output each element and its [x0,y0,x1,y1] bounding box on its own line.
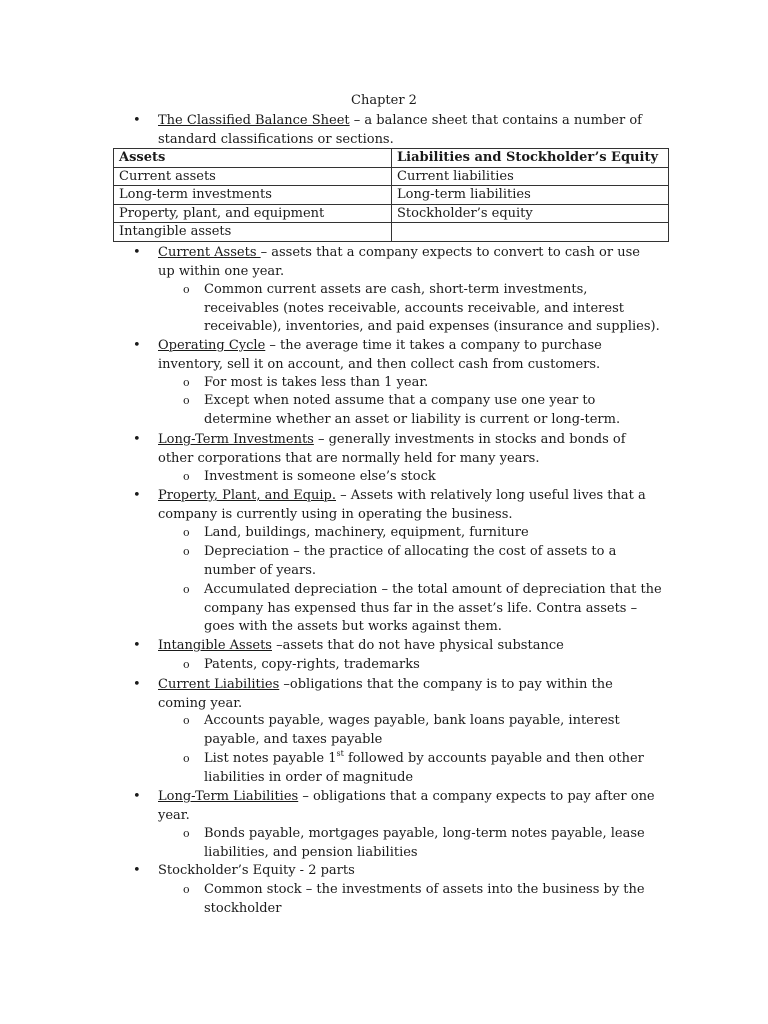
sub-bullet-item: o Common current assets are cash, short-term investments, receivables (notes receivable, accounts receivable, and interest receivable), inventories, and paid expenses (insurance and supplies). [204,281,664,337]
sub-bullet-item: o Except when noted assume that a company use one year to determine whether an asset or liability is current or long-term. [204,392,664,429]
definition-text: – a balance sheet that contains a number of standard classifications or sections. [158,113,642,147]
table-cell: Long-term investments [114,186,392,205]
table-cell: Property, plant, and equipment [114,204,392,223]
term-classified-balance-sheet: The Classified Balance Sheet [158,113,350,128]
notes-payable-text: List notes payable 1 [204,751,337,766]
table-cell: Current assets [114,167,392,186]
sub-bullet-item: o Accumulated depreciation – the total amount of depreciation that the company has expensed thus far in the asset’s life. Contra assets – goes with the assets but works against them. [204,581,664,637]
sub-bullet-item: o Land, buildings, machinery, equipment, furniture [204,524,664,543]
term-intangible-assets: Intangible Assets [158,638,272,653]
bullet-current-assets [158,244,658,281]
table-row [114,167,669,186]
definition-text: –obligations that the company is to pay within the coming year. [158,677,613,711]
table-header-row [114,149,669,168]
sub-bullet-item: o Common stock – the investments of assets into the business by the stockholder [204,881,664,918]
sub-bullet-item: o Depreciation – the practice of allocating the cost of assets to a number of years. [204,543,664,580]
sub-bullet-item: o Accounts payable, wages payable, bank loans payable, interest payable, and taxes payable [204,712,664,749]
sub-bullet-item: o Bonds payable, mortgages payable, long-term notes payable, lease liabilities, and pension liabilities [204,825,664,862]
bullet-intangible-assets [158,637,658,656]
definition-text: – assets that a company expects to convert to cash or use up within one year. [158,245,640,279]
table-cell: Current liabilities [392,167,669,186]
term-long-term-liabilities: Long-Term Liabilities [158,789,299,804]
table-cell: Intangible assets [114,223,392,242]
term-current-liabilities: Current Liabilities [158,677,280,692]
balance-sheet-table [113,148,669,242]
definition-text: – generally investments in stocks and bonds of other corporations that are normally held for many years. [158,432,626,466]
term-current-assets: Current Assets [158,245,261,260]
bullet-current-liabilities [158,676,658,713]
bullet-stockholders-equity: • Stockholder’s Equity - 2 parts [158,862,658,881]
ordinal-superscript: st [336,748,344,758]
definition-text: –assets that do not have physical substance [271,638,564,653]
sub-bullet-item: o Investment is someone else’s stock [204,468,664,487]
table-header-assets: Assets [114,149,392,168]
bullet-long-term-investments [158,431,658,468]
term-property-plant-equipment: Property, Plant, and Equip. [158,488,337,503]
definition-text: – Assets with relatively long useful lives that a company is currently using in operating the business. [158,488,646,522]
sub-bullet-item: o Patents, copy-rights, trademarks [204,656,664,675]
table-cell: Stockholder’s equity [392,204,669,223]
bullet-long-term-liabilities [158,788,658,825]
table-row [114,204,669,223]
table-cell [392,223,669,242]
bullet-property-plant-equipment [158,487,658,524]
table-header-liabilities-equity: Liabilities and Stockholder’s Equity [392,149,669,168]
term-operating-cycle: Operating Cycle [158,338,266,353]
definition-text: – obligations that a company expects to pay after one year. [158,789,655,823]
bullet-operating-cycle [158,337,658,374]
bullet-classified-balance-sheet [158,112,658,149]
table-cell: Long-term liabilities [392,186,669,205]
definition-text: – the average time it takes a company to purchase inventory, sell it on account, and then collect cash from customers. [158,338,602,372]
table-row [114,186,669,205]
term-long-term-investments: Long-Term Investments [158,432,314,447]
notes-payable-text-rest: followed by accounts payable and then other liabilities in order of magnitude [204,751,644,785]
sub-bullet-item: o For most is takes less than 1 year. [204,374,664,393]
table-row [114,223,669,242]
page-title: Chapter 2 [351,93,417,108]
sub-bullet-item [204,750,664,787]
